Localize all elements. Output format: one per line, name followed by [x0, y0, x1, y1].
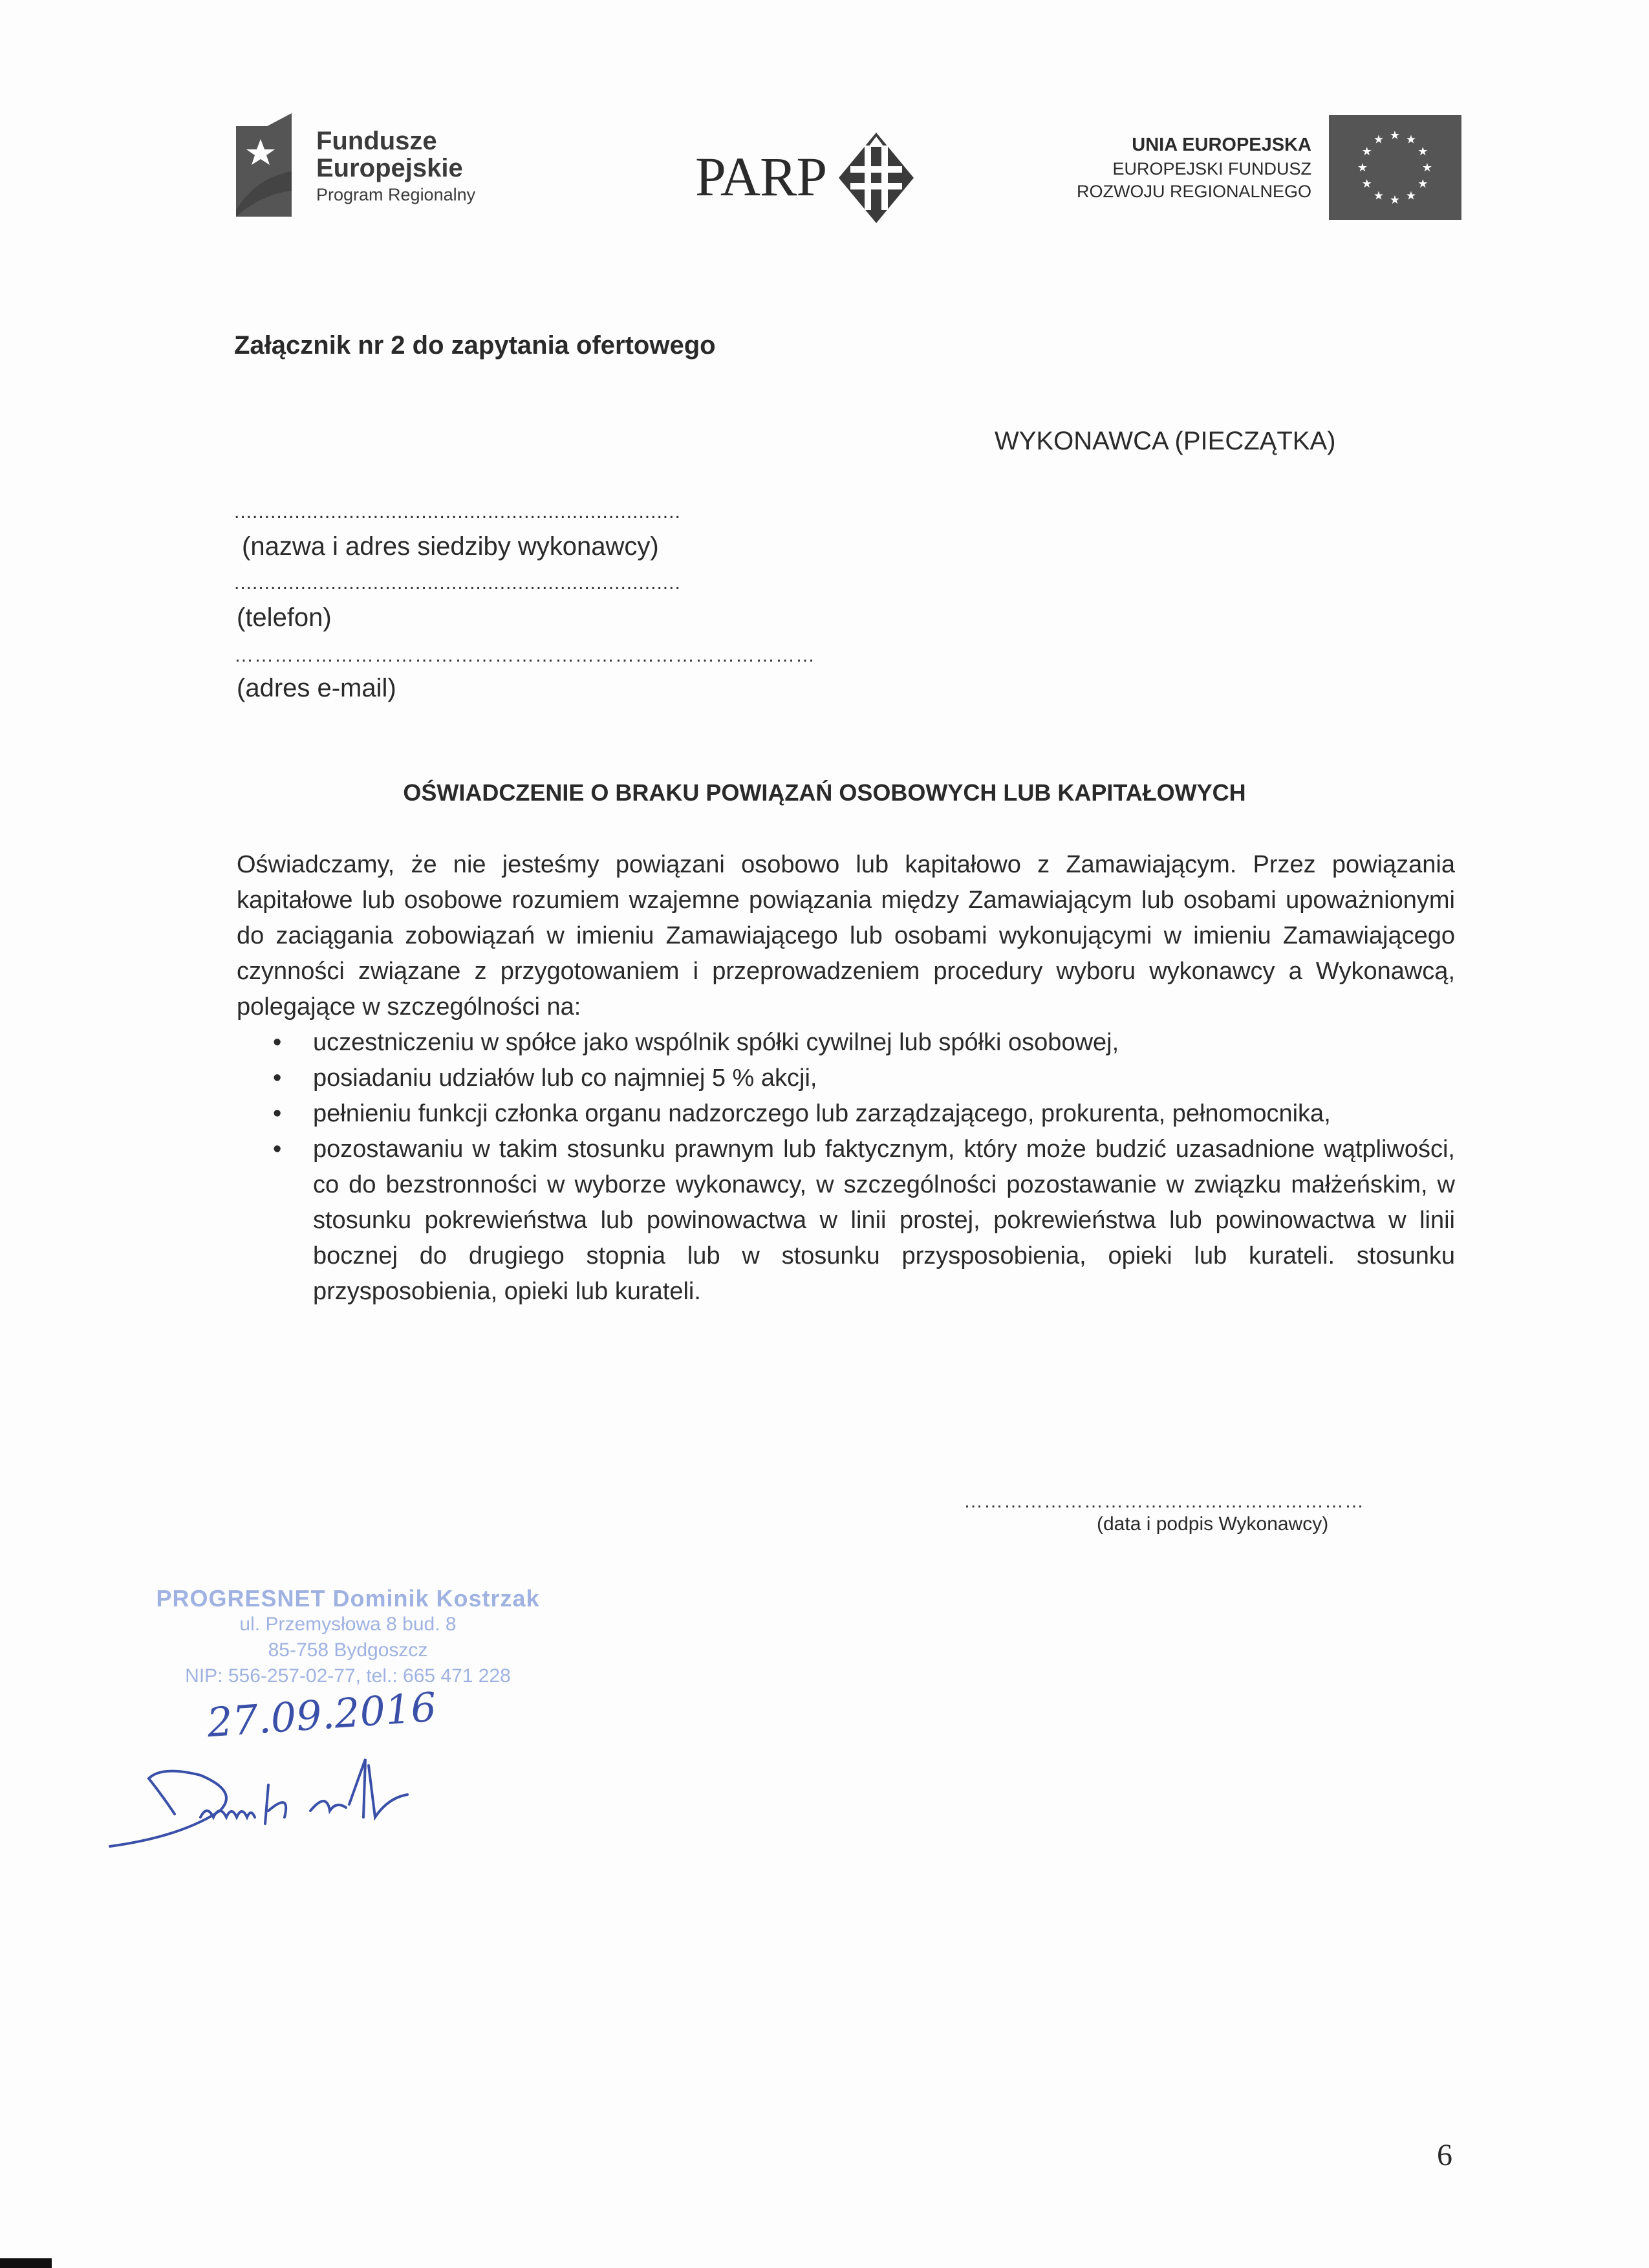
parp-arrows-icon [837, 133, 915, 223]
list-item: • pełnieniu funkcji członka organu nadzorczego lub zarządzającego, prokurenta, pełnomocnika, [237, 1096, 1455, 1132]
contractor-stamp-label: WYKONAWCA (PIECZĄTKA) [995, 427, 1336, 455]
stamp-street: ul. Przemysłowa 8 bud. 8 [239, 1614, 457, 1635]
declaration-title: OŚWIADCZENIE O BRAKU POWIĄZAŃ OSOBOWYCH LUB KAPITAŁOWYCH [403, 779, 1246, 806]
name-address-label: (nazwa i adres siedziby wykonawcy) [242, 532, 659, 561]
parp-logo-text: PARP [695, 146, 827, 208]
fe-star-icon [236, 113, 292, 217]
email-label: (adres e-mail) [237, 674, 396, 702]
eu-flag-icon [1329, 115, 1461, 220]
fe-logo-line1: Fundusze [316, 127, 437, 155]
parp-logo [695, 133, 928, 223]
company-stamp [147, 1586, 548, 1689]
name-dotted-line: .......................................................................... [234, 501, 681, 523]
eu-star-icon: ★ [1361, 177, 1372, 190]
eu-star-icon: ★ [1389, 129, 1401, 142]
eu-star-icon: ★ [1421, 161, 1433, 174]
fe-logo-line2: Europejskie [316, 154, 463, 182]
eu-star-icon: ★ [1361, 145, 1372, 158]
eu-star-icon: ★ [1389, 193, 1401, 206]
phone-label: (telefon) [237, 603, 332, 632]
eu-star-icon: ★ [1417, 145, 1428, 158]
declaration-paragraph: Oświadczamy, że nie jesteśmy powiązani osobowo lub kapitałowo z Zamawiającym. Przez powiązania kapitałowe lub osobowe rozumiem wzajemne powiązania między Zamawiającym lub osobami upoważnionymi do zaciągania zobowiązań w imieniu Zamawiającego lub osobami wykonującymi w imieniu Zamawiającego czynności związane z przygotowaniem i przeprowadzeniem procedury wyboru wykonawcy a Wykonawcą, polegające w szczególności na: [237, 851, 1455, 1021]
stamp-company-name: PROGRESNET Dominik Kostrzak [156, 1585, 540, 1612]
list-item: • uczestniczeniu w spółce jako wspólnik spółki cywilnej lub spółki osobowej, [237, 1025, 1455, 1061]
stamp-nip-phone: NIP: 556-257-02-77, tel.: 665 471 228 [185, 1665, 511, 1687]
handwritten-date: 27.09.2016 [205, 1683, 438, 1747]
fe-logo-line3: Program Regionalny [316, 185, 476, 204]
email-dotted-line: …………………………………………………………………………… [234, 645, 815, 666]
eu-star-icon: ★ [1405, 189, 1417, 202]
eu-star-icon: ★ [1405, 133, 1417, 146]
eu-logo-line3: ROZWOJU REGIONALNEGO [1076, 181, 1311, 201]
eu-star-icon: ★ [1373, 189, 1385, 202]
stamp-city: 85-758 Bydgoszcz [268, 1639, 428, 1661]
declaration-bullet-list [237, 1025, 1455, 1310]
signature-dotted-line: …………………………………………………… [964, 1491, 1364, 1512]
phone-dotted-line: .......................................................................... [234, 572, 681, 594]
eu-logo-line2: EUROPEJSKI FUNDUSZ [1112, 158, 1311, 178]
eu-star-icon: ★ [1357, 161, 1368, 174]
list-item: • posiadaniu udziałów lub co najmniej 5 % akcji, [237, 1061, 1455, 1096]
page-number: 6 [1437, 2138, 1452, 2172]
attachment-title: Załącznik nr 2 do zapytania ofertowego [234, 331, 716, 360]
list-item: • pozostawaniu w takim stosunku prawnym lub faktycznym, który może budzić uzasadnione wątpliwości, co do bezstronności w wyborze wykonawcy, w szczególności pozostawanie w związku małżeńskim, w stosunku pokrewieństwa lub powinowactwa w linii prostej, pokrewieństwa lub powinowactwa w linii bocznej do drugiego stopnia lub w stosunku przysposobienia, opieki lub kurateli. stosunku przysposobienia, opieki lub kurateli. [237, 1132, 1455, 1310]
fundusze-europejskie-logo [236, 113, 508, 223]
eu-logo-line1: UNIA EUROPEJSKA [1132, 135, 1311, 155]
eu-logo [1035, 115, 1461, 222]
scan-edge-mark [0, 2258, 52, 2268]
eu-star-icon: ★ [1373, 133, 1385, 146]
eu-star-icon: ★ [1417, 177, 1428, 190]
handwritten-signature [103, 1740, 440, 1850]
signature-label: (data i podpis Wykonawcy) [1097, 1513, 1329, 1535]
